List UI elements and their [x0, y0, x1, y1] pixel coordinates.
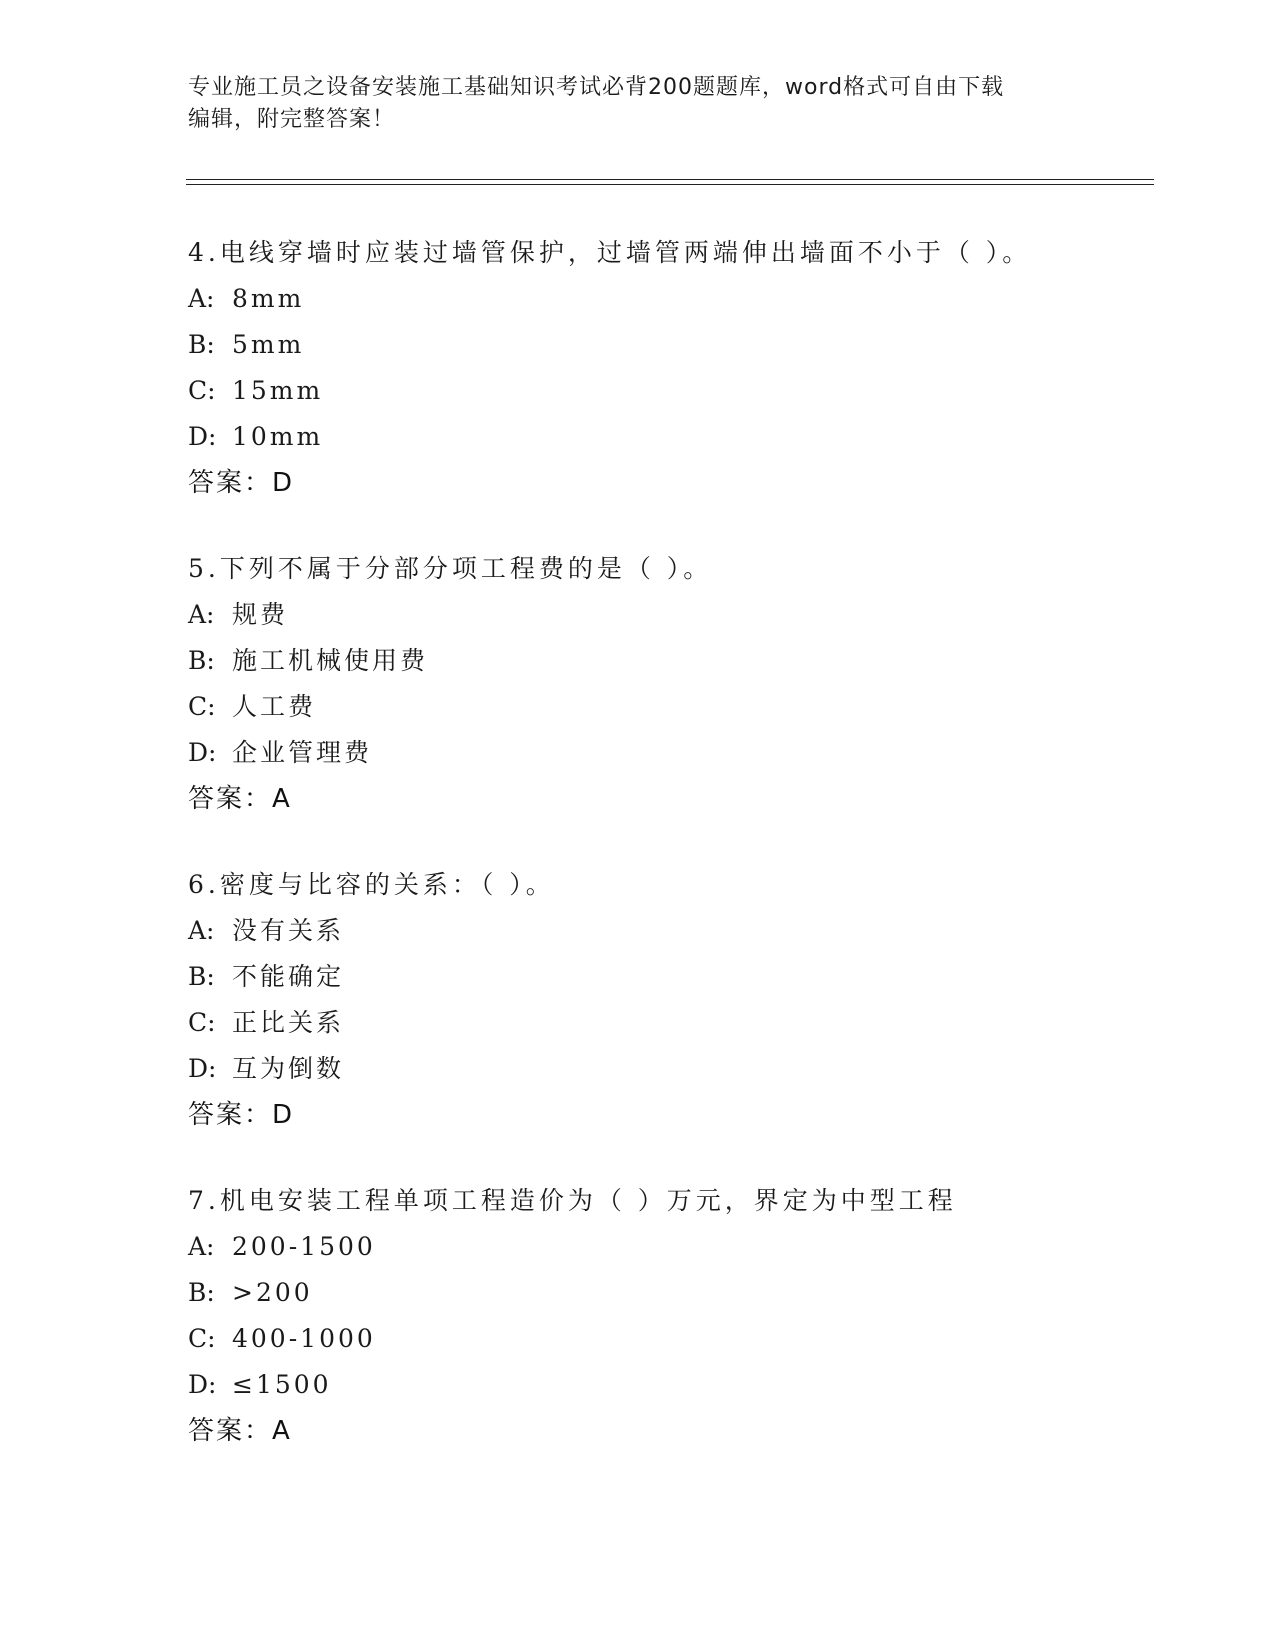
option-key: A: [188, 284, 215, 313]
option-d [188, 1369, 1188, 1401]
option-a [188, 1231, 1188, 1263]
option-a [188, 283, 1188, 315]
option-a [188, 599, 1188, 631]
option-key: B: [188, 962, 215, 991]
option-key: C: [188, 1008, 216, 1037]
option-c [188, 691, 1188, 723]
option-text: ≤1500 [232, 1370, 332, 1399]
option-a [188, 915, 1188, 947]
option-b [188, 961, 1188, 993]
option-key: D: [188, 1370, 217, 1399]
question-4 [188, 237, 1188, 499]
option-b [188, 645, 1188, 677]
option-key: C: [188, 1324, 216, 1353]
option-key: D: [188, 1054, 217, 1083]
option-text: 8mm [232, 284, 305, 313]
question-5 [188, 553, 1188, 815]
question-stem: 7.机电安装工程单项工程造价为（ ）万元，界定为中型工程 [188, 1186, 957, 1215]
answer-line: 答案：D [188, 1100, 295, 1130]
option-text: 互为倒数 [232, 1054, 345, 1083]
option-text: 人工费 [232, 692, 317, 721]
option-key: B: [188, 646, 215, 675]
option-b [188, 329, 1188, 361]
option-d [188, 737, 1188, 769]
question-7 [188, 1185, 1188, 1447]
option-key: C: [188, 376, 216, 405]
option-text: 400-1000 [232, 1324, 376, 1353]
option-text: >200 [232, 1278, 313, 1307]
header-line-1: 专业施工员之设备安装施工基础知识考试必背200题题库，word格式可自由下载 [188, 75, 1005, 100]
option-text: 规费 [232, 600, 289, 629]
header-divider-top [186, 179, 1154, 180]
option-text: 没有关系 [232, 916, 345, 945]
answer-line: 答案：A [188, 1416, 292, 1446]
option-text: 5mm [232, 330, 305, 359]
option-key: A: [188, 600, 215, 629]
option-b [188, 1277, 1188, 1309]
option-key: A: [188, 916, 215, 945]
option-key: B: [188, 330, 215, 359]
option-text: 企业管理费 [232, 738, 373, 767]
header-divider-bottom [186, 184, 1154, 185]
question-stem: 5.下列不属于分部分项工程费的是（ ）。 [188, 554, 713, 583]
option-text: 10mm [232, 422, 324, 451]
answer-line: 答案：D [188, 468, 295, 498]
option-c [188, 1007, 1188, 1039]
option-c [188, 375, 1188, 407]
option-d [188, 421, 1188, 453]
option-d [188, 1053, 1188, 1085]
option-key: D: [188, 422, 217, 451]
question-stem: 6.密度与比容的关系：（ ）。 [188, 870, 555, 899]
option-text: 不能确定 [232, 962, 345, 991]
option-key: A: [188, 1232, 215, 1261]
option-text: 200-1500 [232, 1232, 376, 1261]
option-text: 施工机械使用费 [232, 646, 429, 675]
option-key: C: [188, 692, 216, 721]
answer-line: 答案：A [188, 784, 292, 814]
option-key: D: [188, 738, 217, 767]
option-key: B: [188, 1278, 215, 1307]
option-text: 15mm [232, 376, 324, 405]
question-6 [188, 869, 1188, 1131]
document-header [188, 72, 1088, 136]
question-stem: 4.电线穿墙时应装过墙管保护，过墙管两端伸出墙面不小于（ ）。 [188, 238, 1032, 267]
option-c [188, 1323, 1188, 1355]
option-text: 正比关系 [232, 1008, 345, 1037]
header-line-2: 编辑，附完整答案！ [188, 107, 396, 132]
